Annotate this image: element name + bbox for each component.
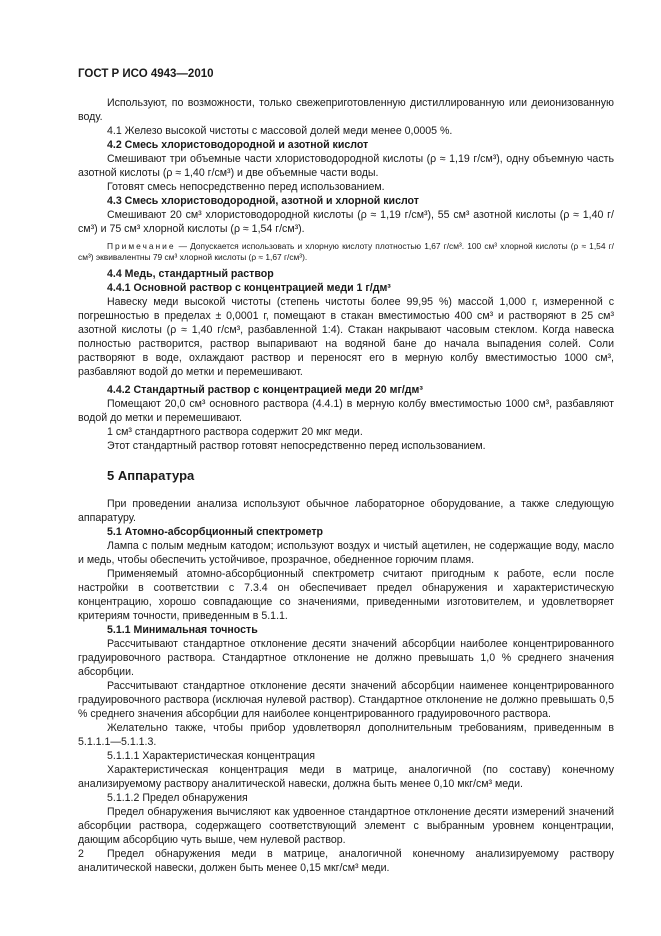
heading-5-1: 5.1 Атомно-абсорбционный спектрометр xyxy=(107,526,323,538)
heading-5-1-1: 5.1.1 Минимальная точность xyxy=(107,624,258,636)
paragraph: Рассчитывают стандартное отклонение десяти значений абсорбции наименее концентрированного градуировочного раствора (исключая нулевой раствор). Стандартное отклонение не должно превышать 0,5 % среднего значения абсорбции для наиболее концентрированного градуировочного раствора. xyxy=(78,680,614,720)
heading-4-3: 4.3 Смесь хлористоводородной, азотной и хлорной кислот xyxy=(107,195,419,207)
note-text: — Допускается использовать и хлорную кислоту плотностью 1,67 г/см³. 100 см³ хлорной кислоты (ρ ≈ 1,54 г/см³) эквивалентны 79 см³ хлорной кислоты (ρ ≈ 1,67 г/см³). xyxy=(78,241,614,262)
note-label: Примечание xyxy=(107,241,176,251)
document-header: ГОСТ Р ИСО 4943—2010 xyxy=(78,68,214,80)
paragraph: Используют, по возможности, только свежеприготовленную дистиллированную или деионизованную воду. xyxy=(78,97,614,123)
paragraph: Помещают 20,0 см³ основного раствора (4.4.1) в мерную колбу вместимостью 1000 см³, разбавляют водой до метки и перемешивают. xyxy=(78,398,614,424)
paragraph: Навеску меди высокой чистоты (степень чистоты более 99,95 %) массой 1,000 г, измеренной с погрешностью в пределах ± 0,0001 г, помещают в стакан вместимостью 400 см³ и растворяют в 25 см³ азотной кислоты (ρ ≈ 1,40 г/см³, разбавленной 1:4). Стакан накрывают часовым стеклом. Когда навеска полностью растворится, раствор выпаривают на водяной бане до начала выпадения солей. Соли растворяют в воде, охлаждают раствор и переносят его в мерную колбу вместимостью 1000 см³, разбавляют водой до метки и перемешивают. xyxy=(78,296,614,378)
heading-4-4: 4.4 Медь, стандартный раствор xyxy=(107,268,274,280)
paragraph: Характеристическая концентрация меди в матрице, аналогичной (по составу) конечному анализируемому раствору аналитической навески, должна быть менее 0,10 мкг/см³ меди. xyxy=(78,764,614,790)
heading-5-1-1-1: 5.1.1.1 Характеристическая концентрация xyxy=(107,750,316,762)
paragraph: Рассчитывают стандартное отклонение десяти значений абсорбции наиболее концентрированного градуировочного раствора. Стандартное отклонение не должно превышать 1,0 % среднего значения абсорбции. xyxy=(78,638,614,678)
note xyxy=(78,241,614,263)
page-number: 2 xyxy=(78,848,84,860)
heading-4-2: 4.2 Смесь хлористоводородной и азотной кислот xyxy=(107,139,369,151)
paragraph: Предел обнаружения меди в матрице, аналогичной конечному анализируемому раствору аналитической навески, должен быть менее 0,15 мкг/см³ меди. xyxy=(78,848,614,874)
heading-5-1-1-2: 5.1.1.2 Предел обнаружения xyxy=(107,792,248,804)
document-body xyxy=(78,96,614,875)
paragraph: Желательно также, чтобы прибор удовлетворял дополнительным требованиям, приведенным в 5.1.1.1—5.1.1.3. xyxy=(78,722,614,748)
paragraph: Готовят смесь непосредственно перед использованием. xyxy=(107,181,385,193)
paragraph: 1 см³ стандартного раствора содержит 20 мкг меди. xyxy=(107,426,363,438)
section-title-5: 5 Аппаратура xyxy=(107,468,195,483)
paragraph: Смешивают три объемные части хлористоводородной кислоты (ρ ≈ 1,19 г/см³), одну объемную часть азотной кислоты (ρ ≈ 1,40 г/см³) и две объемные части воды. xyxy=(78,153,614,179)
paragraph: При проведении анализа используют обычное лабораторное оборудование, а также следующую аппаратуру. xyxy=(78,498,614,524)
paragraph: Лампа с полым медным катодом; используют воздух и чистый ацетилен, не содержащие воду, масло и медь, чтобы обеспечить устойчивое, прозрачное, обедненное горючим пламя. xyxy=(78,540,614,566)
heading-4-4-1: 4.4.1 Основной раствор с концентрацией меди 1 г/дм³ xyxy=(107,282,391,294)
heading-4-4-2: 4.4.2 Стандартный раствор с концентрацией меди 20 мг/дм³ xyxy=(107,384,423,396)
clause-4-1: 4.1 Железо высокой чистоты с массовой долей меди менее 0,0005 %. xyxy=(107,125,453,137)
paragraph: Смешивают 20 см³ хлористоводородной кислоты (ρ ≈ 1,19 г/см³), 55 см³ азотной кислоты (ρ ≈ 1,40 г/см³) и 75 см³ хлорной кислоты (ρ ≈ 1,54 г/см³). xyxy=(78,209,614,235)
paragraph: Предел обнаружения вычисляют как удвоенное стандартное отклонение десяти измерений значений абсорбции раствора, содержащего соответствующий элемент с выбранным уровнем концентрации, дающим абсорбцию чуть выше, чем нулевой раствор. xyxy=(78,806,614,846)
paragraph: Применяемый атомно-абсорбционный спектрометр считают пригодным к работе, если после настройки в соответствии с 7.3.4 он обеспечивает предел обнаружения и характеристическую концентрацию, хорошо совпадающие со значениями, приведенными изготовителем, и удовлетворяет критериям точности, приведенным в 5.1.1. xyxy=(78,568,614,622)
paragraph: Этот стандартный раствор готовят непосредственно перед использованием. xyxy=(107,440,486,452)
